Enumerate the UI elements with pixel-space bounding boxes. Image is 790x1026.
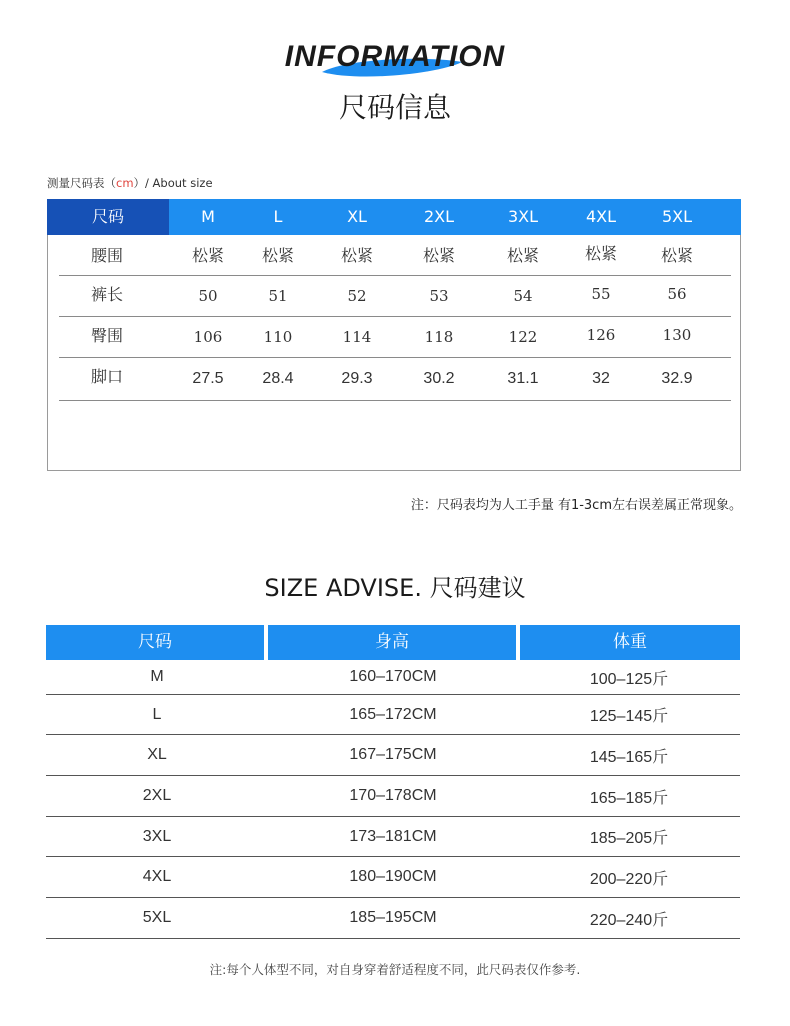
table-cell: 170–178CM (349, 787, 437, 804)
caption-prefix: 测量尺码表（ (47, 176, 116, 190)
table-cell: 32.9 (661, 370, 693, 387)
table-row (46, 817, 740, 857)
reference-note: 注:每个人体型不同，对自身穿着舒适程度不同，此尺码表仅作参考. (209, 962, 581, 977)
table-cell: 180–190CM (349, 868, 437, 885)
size-header-4xl: 4XL (585, 207, 617, 226)
size-table-caption (47, 175, 213, 191)
table-cell: 27.5 (192, 370, 224, 387)
table-cell: 51 (268, 287, 288, 305)
row-label: 脚口 (90, 367, 123, 386)
table-cell: 114 (342, 328, 372, 346)
size-table-header (47, 199, 741, 235)
size-info-title: 尺码信息 (338, 91, 451, 124)
measurement-note: 注：尺码表均为人工手量 有1-3cm左右误差属正常现象。 (410, 498, 742, 513)
table-cell: 165–172CM (349, 705, 437, 723)
table-cell: 31.1 (507, 370, 539, 387)
advise-table-header (46, 625, 740, 660)
table-cell: 28.4 (262, 370, 294, 387)
information-title: INFORMATION (284, 40, 506, 73)
table-cell: 125–145斤 (589, 708, 669, 725)
size-header-l: L (273, 207, 283, 226)
table-cell: 松紧 (422, 246, 455, 265)
row-label: 臀围 (90, 326, 123, 345)
table-cell: 165–185斤 (589, 789, 669, 807)
table-row (46, 857, 740, 898)
table-row-waist (59, 235, 731, 276)
table-cell: 松紧 (261, 246, 294, 265)
table-cell: 50 (198, 287, 218, 305)
table-cell: 145–165斤 (589, 748, 669, 766)
advise-header-size: 尺码 (46, 625, 264, 660)
table-cell: 松紧 (584, 244, 617, 263)
table-cell: 52 (347, 287, 367, 305)
table-cell: 122 (508, 328, 538, 346)
table-cell: 30.2 (423, 370, 455, 387)
table-cell: 29.3 (341, 370, 373, 387)
table-cell: 130 (662, 326, 692, 344)
table-cell: 5XL (142, 909, 172, 926)
table-cell: 173–181CM (349, 827, 437, 845)
table-cell: 53 (429, 287, 449, 305)
table-cell: 松紧 (660, 246, 693, 265)
table-cell: 松紧 (191, 246, 224, 265)
size-header-m: M (201, 207, 215, 226)
table-cell: 54 (513, 287, 533, 305)
table-cell: 106 (193, 328, 223, 346)
size-advise-title: SIZE ADVISE. 尺码建议 (264, 574, 526, 602)
table-row (46, 695, 740, 735)
table-cell: 185–205斤 (589, 830, 669, 847)
table-cell: 55 (591, 285, 611, 303)
size-header-label: 尺码 (91, 207, 124, 226)
table-cell: M (150, 668, 164, 685)
table-row (46, 735, 740, 776)
table-cell: 126 (586, 326, 616, 344)
table-cell: 2XL (142, 787, 172, 804)
table-cell: 松紧 (506, 246, 539, 265)
advise-header-height: 身高 (268, 625, 516, 660)
table-row (46, 776, 740, 817)
table-cell: 56 (667, 285, 687, 303)
caption-unit: cm (116, 176, 134, 190)
table-row (46, 660, 740, 695)
table-cell: 3XL (142, 827, 172, 845)
table-cell: 160–170CM (349, 668, 437, 685)
advise-header-weight: 体重 (520, 625, 740, 660)
table-row-length (59, 276, 731, 317)
table-cell: 118 (424, 328, 454, 346)
table-cell: XL (147, 746, 167, 763)
size-header-xl: XL (347, 207, 367, 226)
table-row-leg-opening (59, 358, 731, 401)
table-cell: 4XL (142, 868, 172, 885)
size-header-5xl: 5XL (661, 207, 693, 226)
table-row-hip (59, 317, 731, 358)
size-header-3xl: 3XL (507, 207, 539, 226)
table-cell: L (152, 705, 162, 723)
table-cell: 110 (263, 328, 293, 346)
table-cell: 220–240斤 (589, 911, 669, 929)
table-cell: 200–220斤 (589, 870, 669, 888)
size-measurement-table (47, 199, 741, 471)
row-label: 腰围 (90, 246, 123, 265)
table-cell: 167–175CM (349, 746, 437, 763)
size-header-2xl: 2XL (423, 207, 455, 226)
table-cell: 松紧 (340, 246, 373, 265)
table-cell: 100–125斤 (589, 670, 669, 688)
row-label: 裤长 (90, 285, 123, 304)
table-cell: 185–195CM (349, 909, 437, 926)
table-cell: 32 (592, 370, 610, 387)
caption-suffix: ）/ About size (133, 176, 213, 190)
table-row (46, 898, 740, 939)
